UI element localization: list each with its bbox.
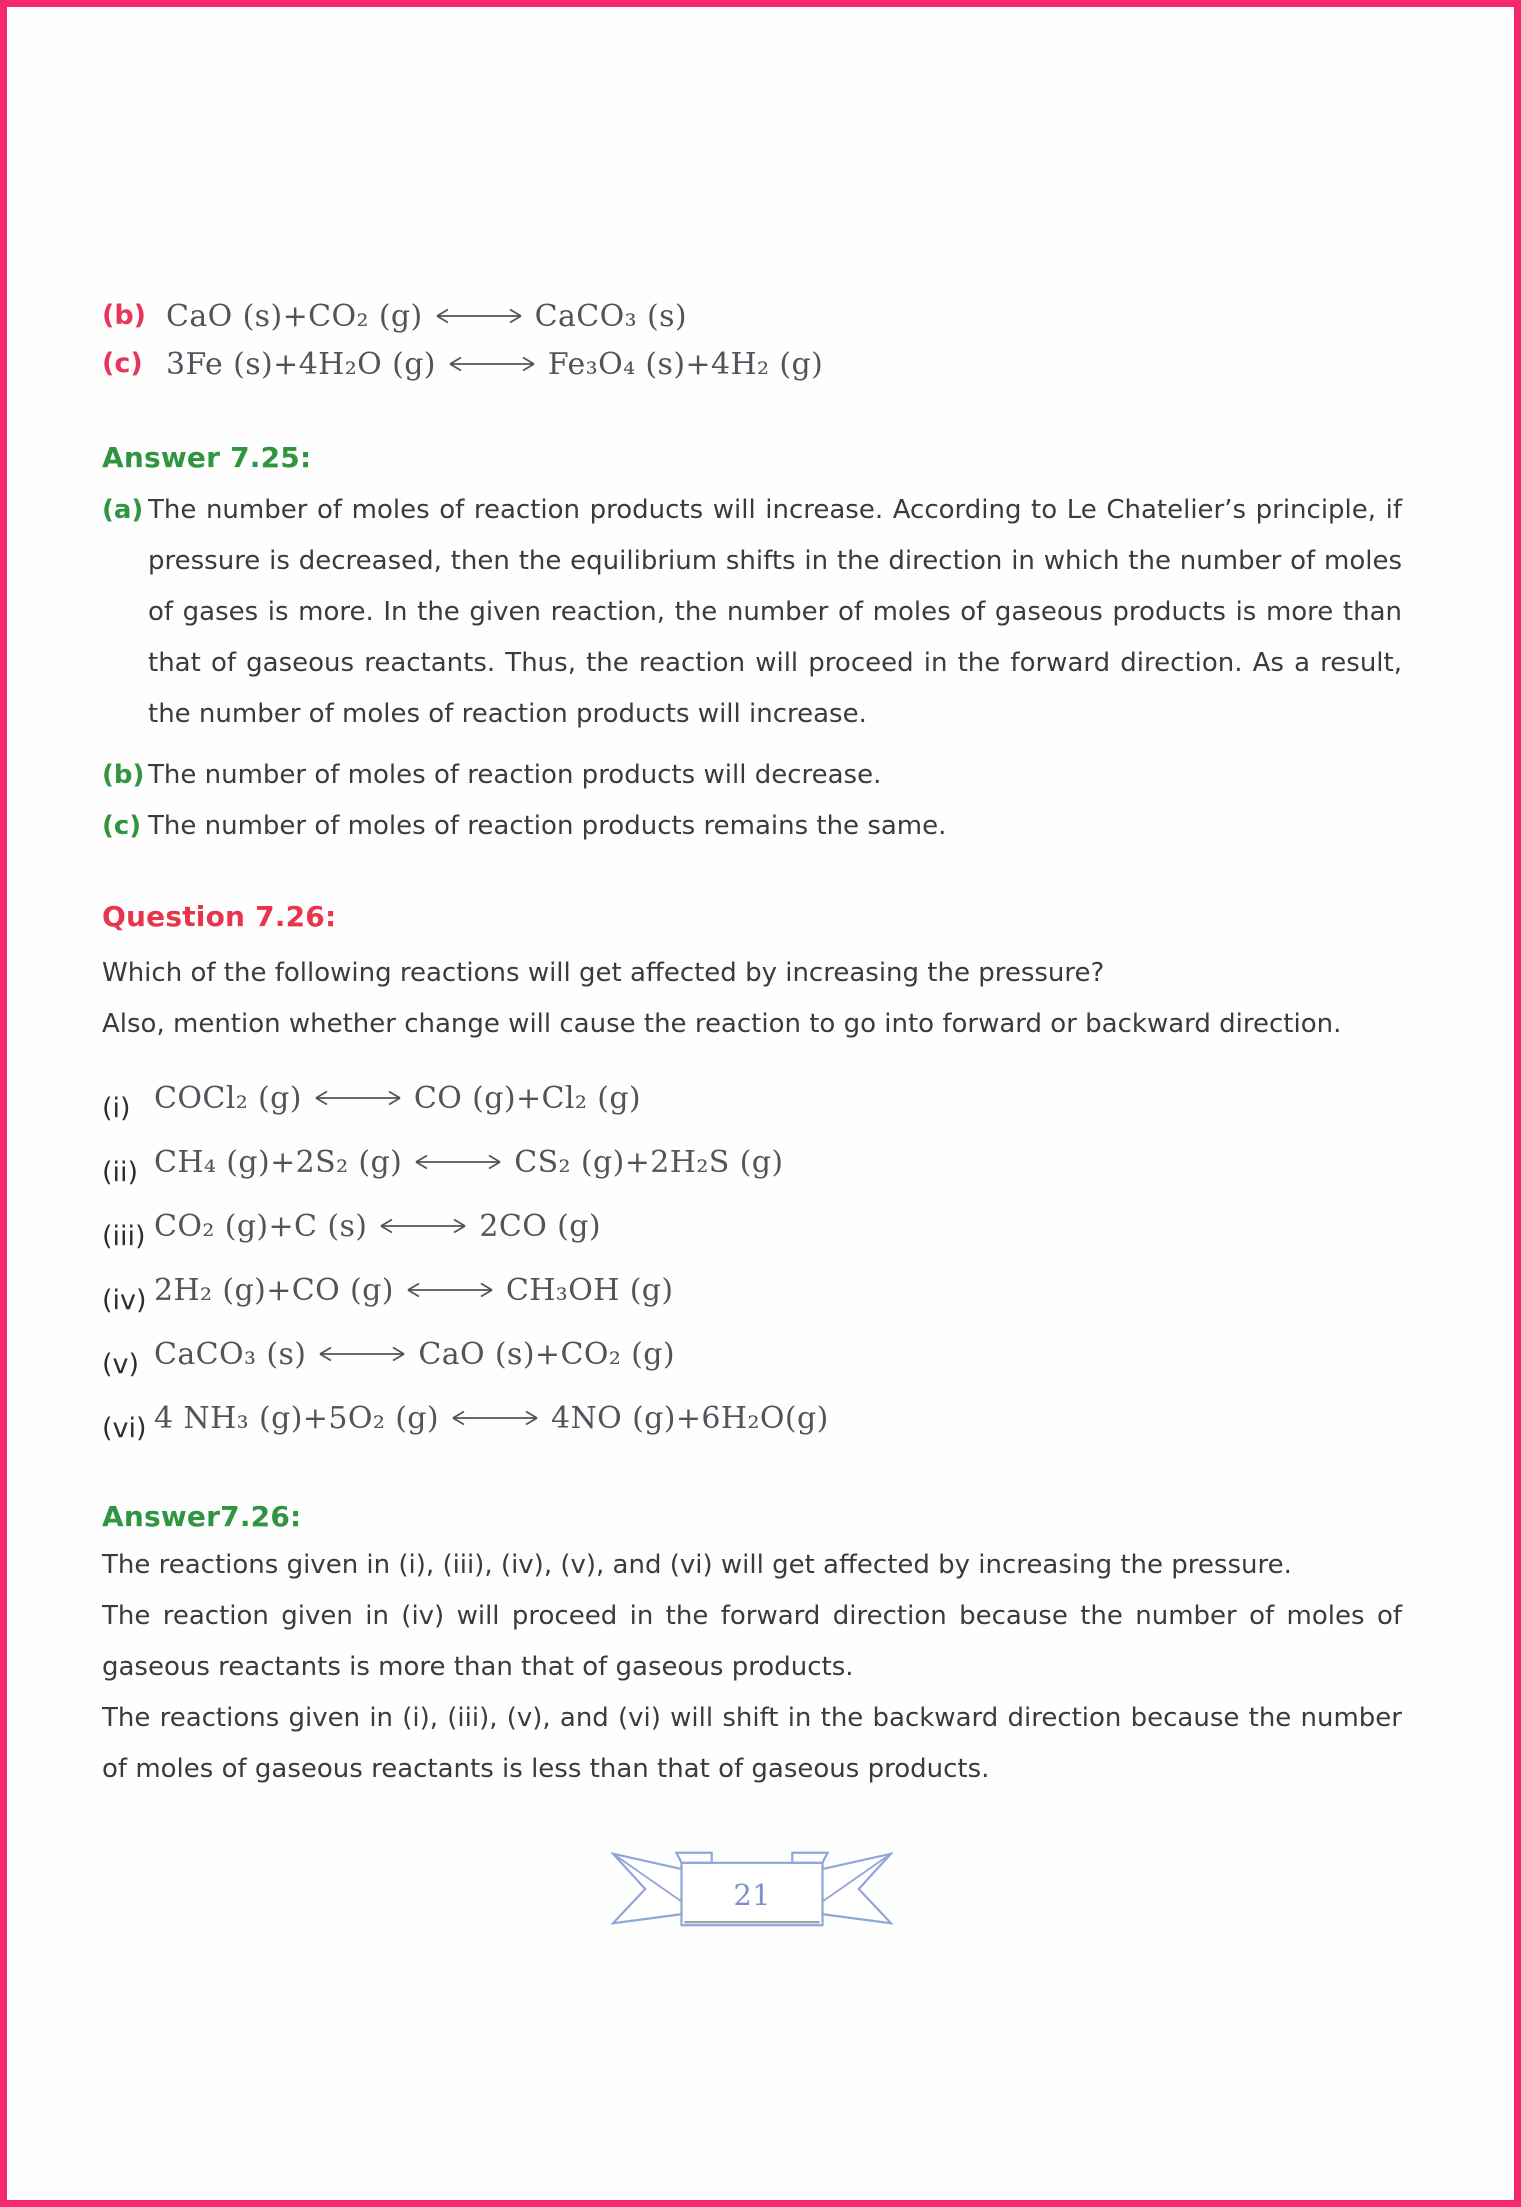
item-text: The number of moles of reaction products will decrease.	[148, 760, 882, 790]
question-7-26-line1: Which of the following reactions will get affected by increasing the pressure?	[102, 958, 1105, 988]
reaction-row-iii	[102, 1194, 1402, 1258]
equation-lhs: COCl₂ (g)	[154, 1080, 302, 1116]
equilibrium-arrow-icon	[410, 1150, 506, 1174]
equilibrium-arrow-icon	[447, 1406, 543, 1430]
equation-label: (c)	[102, 348, 143, 379]
answer-7-25-heading: Answer 7.25:	[102, 441, 312, 474]
equation-rhs: CaCO₃ (s)	[534, 298, 687, 334]
reaction-label: (v)	[102, 1349, 140, 1380]
equation-row-b	[102, 295, 1402, 337]
answer-7-25-item-b	[102, 750, 1402, 801]
answer-7-26-heading: Answer7.26:	[102, 1500, 302, 1533]
equilibrium-arrow-icon	[375, 1214, 471, 1238]
equation-rhs: CaO (s)+CO₂ (g)	[418, 1336, 675, 1372]
equation-lhs: 3Fe (s)+4H₂O (g)	[166, 346, 436, 382]
equation-label: (b)	[102, 300, 147, 331]
equation-rhs: Fe₃O₄ (s)+4H₂ (g)	[547, 346, 824, 382]
page-number: 21	[733, 1878, 771, 1913]
reaction-row-v	[102, 1322, 1402, 1386]
item-label: (c)	[102, 811, 142, 841]
equilibrium-arrow-icon	[310, 1086, 406, 1110]
equation-rhs: CH₃OH (g)	[505, 1272, 674, 1308]
answer-7-26-paragraph: The reaction given in (iv) will proceed in the forward direction because the number of moles of gaseous reactants is more than that of gaseous products.	[102, 1601, 1402, 1682]
equilibrium-arrow-icon	[431, 304, 527, 328]
reaction-list	[102, 1066, 1402, 1450]
equilibrium-arrow-icon	[444, 352, 540, 376]
item-label: (b)	[102, 760, 145, 790]
equation-rhs: CO (g)+Cl₂ (g)	[413, 1080, 642, 1116]
equation-rhs: CS₂ (g)+2H₂S (g)	[514, 1144, 784, 1180]
equation-lhs: CO₂ (g)+C (s)	[154, 1208, 368, 1244]
reaction-label: (vi)	[102, 1413, 147, 1444]
answer-7-26-paragraph: The reactions given in (i), (iii), (iv), (v), and (vi) will get affected by increasing the pressure.	[102, 1550, 1292, 1580]
page-number-ribbon	[102, 1850, 1402, 1934]
equation-lhs: 2H₂ (g)+CO (g)	[154, 1272, 394, 1308]
equation-lhs: CaCO₃ (s)	[154, 1336, 307, 1372]
reaction-label: (i)	[102, 1093, 131, 1124]
question-7-26-heading: Question 7.26:	[102, 900, 337, 933]
equation-lhs: CaO (s)+CO₂ (g)	[166, 298, 423, 334]
reaction-row-ii	[102, 1130, 1402, 1194]
equation-rhs: 4NO (g)+6H₂O(g)	[551, 1400, 829, 1436]
reaction-row-vi	[102, 1386, 1402, 1450]
equation-row-c	[102, 343, 1402, 385]
reaction-label: (iv)	[102, 1285, 147, 1316]
reaction-label: (iii)	[102, 1221, 146, 1252]
question-7-26-line2: Also, mention whether change will cause the reaction to go into forward or backward direction.	[102, 1009, 1342, 1039]
content	[7, 7, 1514, 1934]
answer-7-26-paragraph: The reactions given in (i), (iii), (v), and (vi) will shift in the backward direction because the number of moles of gaseous reactants is less than that of gaseous products.	[102, 1703, 1402, 1784]
item-text: The number of moles of reaction products remains the same.	[148, 811, 947, 841]
reaction-label: (ii)	[102, 1157, 139, 1188]
reaction-row-i	[102, 1066, 1402, 1130]
top-equations-section	[102, 7, 1402, 385]
item-label: (a)	[102, 495, 144, 525]
reaction-row-iv	[102, 1258, 1402, 1322]
ribbon-banner-icon	[611, 1850, 893, 1934]
answer-7-25-item-a	[102, 485, 1402, 740]
equation-lhs: 4 NH₃ (g)+5O₂ (g)	[154, 1400, 440, 1436]
item-text: The number of moles of reaction products will increase. According to Le Chatelier’s principle, if pressure is decreased, then the equilibrium shifts in the direction in which the number of moles of gases is more. In the given reaction, the number of moles of gaseous products is more than that of gaseous reactants. Thus, the reaction will proceed in the forward direction. As a result, the number of moles of reaction products will increase.	[148, 495, 1402, 729]
equilibrium-arrow-icon	[402, 1278, 498, 1302]
answer-7-25-item-c	[102, 801, 1402, 852]
equilibrium-arrow-icon	[314, 1342, 410, 1366]
equation-lhs: CH₄ (g)+2S₂ (g)	[154, 1144, 403, 1180]
equation-rhs: 2CO (g)	[479, 1208, 601, 1244]
